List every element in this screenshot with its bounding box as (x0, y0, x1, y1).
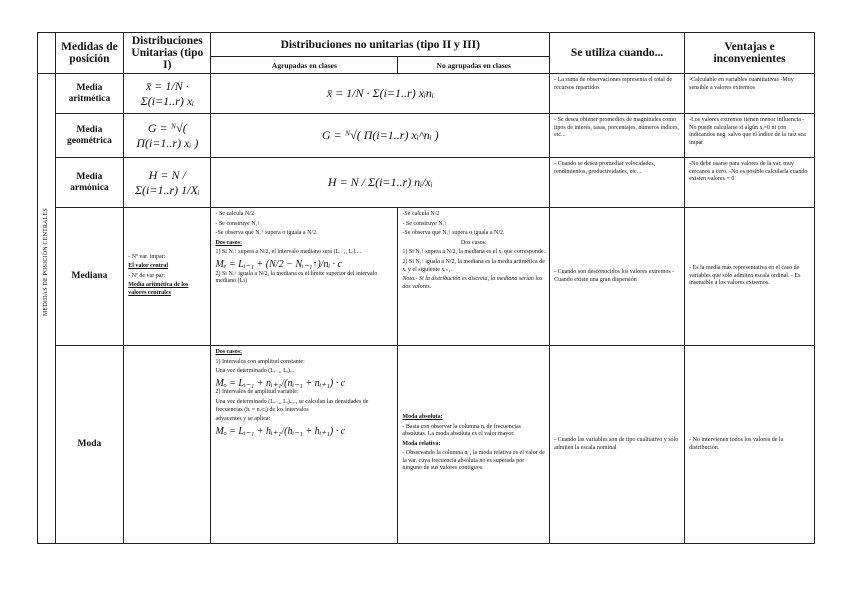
mediana-unit-line: Media aritmética de los valores centrales (128, 282, 189, 296)
mediana-unit-line: - Nº de var par: (128, 272, 166, 279)
mediana-ungrouped-line: Dos casos: (460, 239, 487, 246)
header-unitarias: Distribuciones Unitarias (tipo I) (124, 33, 211, 74)
mediana-grouped-line: - Se construye Nᵢ↑ (215, 220, 260, 227)
uses-aritmetica: - La suma de observaciones representa el total de recursos repartidos (550, 74, 685, 114)
moda-grouped (211, 346, 398, 544)
mediana-grouped-line: 1) Si Nᵢ↑ supera a N/2, el intervalo mediano será (Lᵢ₋₁, Lᵢ].... (215, 249, 362, 256)
mediana-grouped-line: Dos casos: (215, 239, 242, 246)
row-name-mediana: Mediana (55, 208, 124, 346)
moda-grouped-line: 1) Intervalos con amplitud constante: (215, 358, 305, 365)
moda-ungrouped-line: - Observando la columna nᵢ , la moda relativa es el valor de la var. cuya frecuencia absoluta no es superada por ninguno de sus valores contiguos. (402, 450, 545, 472)
mediana-ungrouped-note: Nota.- Si la distribución es discreta, la mediana serían los dos valores. (402, 276, 543, 290)
formula-geometrica-unit-text: G = ᴺ√( Π(i=1..r) xᵢ ) (136, 120, 199, 150)
row-name-geometrica: Media geométrica (55, 114, 124, 158)
uses-mediana: - Cuando son desconocidos los valores extremos - Cuando existe una gran dispersión (550, 208, 685, 346)
mediana-unit (124, 208, 211, 346)
formula-armonica-unit (124, 158, 211, 208)
uses-moda: - Cuando las variables son de tipo cualitativo y sólo admiten la escala nominal (550, 346, 685, 544)
formula-aritmetica-unit-text: x̄ = 1/N · Σ(i=1..r) xᵢ (140, 78, 195, 108)
mediana-grouped (211, 208, 398, 346)
moda-grouped-line: Una vez determinado (Lᵢ₋₁, Lᵢ)... (215, 368, 295, 375)
row-name-aritmetica: Media aritmética (55, 74, 124, 114)
formula-geometrica-unit (124, 114, 211, 158)
pros-geometrica: -Los valores extremos tienen menor influencia -No puede calcularse si algún xᵢ=0 ni con indicandos neg. salvo que el índice de la raíz sea impar (685, 114, 815, 158)
mediana-grouped-line: - Se calcula N/2 (215, 211, 254, 217)
uses-armonica: - Cuando se desea promediar velocidades, rendimientos, productividades, etc... (550, 158, 685, 208)
pros-armonica: -No debe usarse para valores de la var. muy cercanos a cero. -No es posible calcularla cuando existen valores = 0 (685, 158, 815, 208)
mediana-ungrouped-line: 2) Si Nᵢ↑ iguala a N/2, la mediana es la media aritmética de xᵢ y el siguiente xᵢ₊₁. (402, 258, 545, 273)
moda-ungrouped (398, 346, 550, 544)
side-label-cell (38, 74, 56, 544)
moda-ungrouped-line: Moda absoluta: (402, 413, 443, 420)
header-ventajas: Ventajas e inconvenientes (685, 33, 815, 74)
formula-aritmetica-unit (124, 74, 211, 114)
formula-armonica-unit-text: H = N / Σ(i=1..r) 1/Xᵢ (134, 167, 200, 197)
mediana-grouped-line: 2) Si Nᵢ↑ iguala a N/2, la mediana es el límite superior del intervalo mediano (Li) (215, 270, 378, 285)
moda-grouped-line: adyacentes y se aplica: (215, 416, 271, 423)
formula-armonica-grouped-text: H = N / Σ(i=1..r) nᵢ/xᵢ (327, 175, 433, 189)
moda-ungrouped-line: Moda relativa: (402, 440, 441, 447)
mediana-ungrouped-line: -Se observa qué Nᵢ↑ supera o iguala a N/2. (402, 230, 505, 237)
pros-mediana: - Es la media más representativa en el caso de variables que sólo admiten escala ordinal. - Es insensible a los valores extremos. (685, 208, 815, 346)
mediana-ungrouped-line: -Se calcula N/2 (402, 211, 440, 217)
formula-aritmetica-grouped-text: x̄ = 1/N · Σ(i=1..r) xᵢnᵢ (326, 86, 434, 100)
side-label: MEDIDAS DE POSICIÓN CENTRALES (43, 207, 50, 316)
formula-aritmetica-grouped (211, 74, 550, 114)
row-name-armonica: Media armónica (55, 158, 124, 208)
moda-grouped-formula: Mₒ = Lᵢ₋₁ + nᵢ₊₁/(nᵢ₋₁ + nᵢ₊₁) · c (215, 377, 346, 389)
mediana-grouped-line: -Se observa qué Nᵢ↑ supera o iguala a N/2. (215, 230, 318, 237)
moda-grouped-line: 2) Intervalos de amplitud variable: (215, 389, 299, 396)
formula-geometrica-grouped (211, 114, 550, 158)
moda-unit (124, 346, 211, 544)
mediana-unit-line: El valor central (128, 263, 169, 270)
row-name-moda: Moda (55, 346, 124, 544)
header-se-utiliza: Se utiliza cuando... (550, 33, 685, 74)
mediana-grouped-formula: Mₑ = Lᵢ₋₁ + (N/2 − Nᵢ₋₁↑)/nᵢ · c (215, 258, 342, 270)
measures-table (37, 32, 815, 544)
header-medidas: Medidas de posición (55, 33, 124, 74)
mediana-ungrouped-line: - Se construye Nᵢ↑ (402, 220, 447, 227)
moda-grouped-line: Una vez determinado (Lᵢ₋₁, Lᵢ)...., se calculan las densidades de frecuencias (hᵢ = nᵢ/cᵢ) de los intervalos (215, 398, 369, 413)
corner-cell (38, 33, 56, 74)
pros-aritmetica: -Calculable en variables cuantitativas -Muy sensible a valores extremos (685, 74, 815, 114)
header-no-unitarias: Distribuciones no unitarias (tipo II y III) (211, 33, 550, 57)
uses-geometrica: - Se desea obtener promedios de magnitudes como tipos de interés, tasas, porcentajes, números índices, etc... (550, 114, 685, 158)
mediana-ungrouped-line: 1) Si Nᵢ↑ supera a N/2, la mediana es el xᵢ que corresponde. (402, 249, 546, 256)
header-agrupadas: Agrupadas en clases (211, 57, 398, 74)
formula-armonica-grouped (211, 158, 550, 208)
mediana-unit-line: - Nº var. impar: (128, 253, 166, 260)
formula-geometrica-grouped-text: G = ᴺ√( Π(i=1..r) xᵢ^nᵢ ) (321, 128, 439, 142)
pros-moda: - No intervienen todos los valores de la distribución. (685, 346, 815, 544)
mediana-ungrouped (398, 208, 550, 346)
moda-grouped-formula: Mₒ = Lᵢ₋₁ + hᵢ₊₁/(hᵢ₋₁ + hᵢ₊₁) · c (215, 425, 346, 437)
moda-ungrouped-line: - Basta con observar la columna nᵢ de frecuencias absolutas. La moda absoluta es el valor mayor. (402, 423, 522, 438)
moda-grouped-line: Dos casos: (215, 349, 242, 355)
header-no-agrupadas: No agrupadas en clases (398, 57, 550, 74)
